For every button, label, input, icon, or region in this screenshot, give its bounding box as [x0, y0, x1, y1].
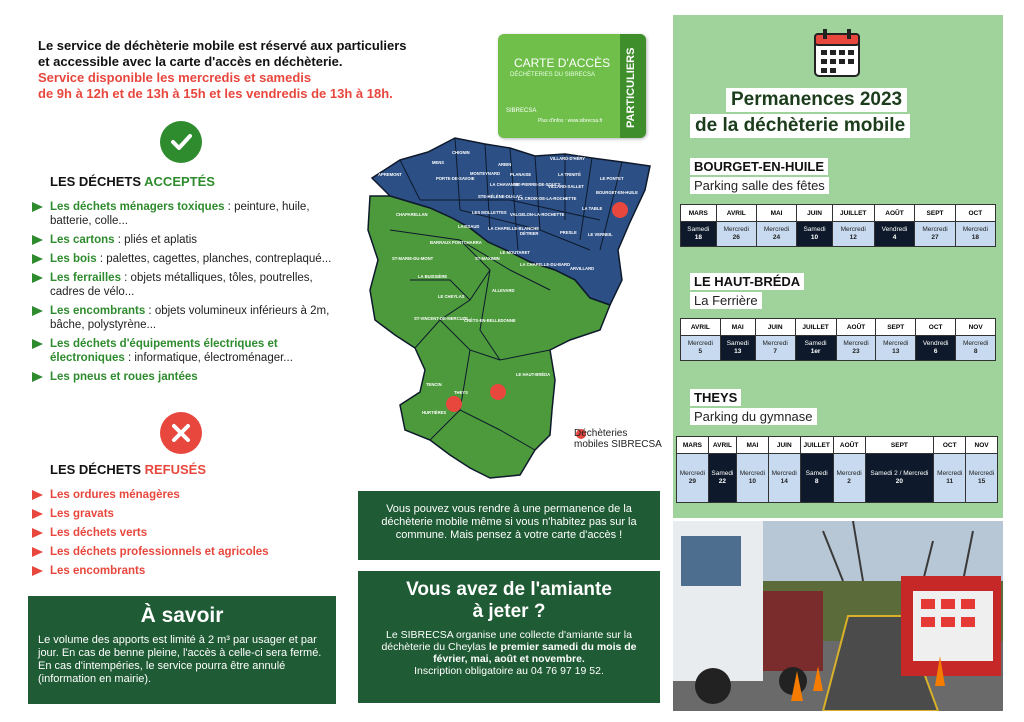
refused-heading: LES DÉCHETS REFUSÉS [50, 462, 207, 477]
svg-text:LA CHAVANNE: LA CHAVANNE [490, 182, 520, 187]
card-band: PARTICULIERS [620, 34, 646, 138]
list-item: Les ordures ménagères [32, 488, 332, 502]
savoir-title: À savoir [140, 604, 224, 627]
intro-text [38, 38, 468, 102]
svg-text:ST-VINCENT-DE-MERCUZE: ST-VINCENT-DE-MERCUZE [414, 316, 468, 321]
svg-text:ST-MAXIMIN: ST-MAXIMIN [475, 256, 500, 261]
site-marker-bourget [612, 202, 628, 218]
svg-text:LAISSAUD: LAISSAUD [458, 224, 480, 229]
svg-text:PORTE-DE-SAVOIE: PORTE-DE-SAVOIE [436, 176, 475, 181]
cross-icon [160, 412, 202, 454]
card-subtitle: DÉCHÈTERIES DU SIBRECSA [510, 72, 596, 78]
intro-line-3: Service disponible les mercredis et samedis [38, 70, 312, 85]
svg-text:LA TABLE: LA TABLE [582, 206, 603, 211]
list-item: Les déchets d'équipements électriques et électroniques : informatique, électroménager... [32, 337, 332, 365]
list-item: Les déchets verts [32, 526, 332, 540]
svg-text:LA BUISSIÈRE: LA BUISSIÈRE [418, 274, 448, 279]
map-legend: Déchèteries mobiles SIBRECSA [574, 428, 662, 450]
schedule-theys: MARS AVRIL MAI JUIN JUILLET AOÛT SEPT OCT NOV Mercredi 29 Samedi 22 Mercredi 10 Mercredi 14 Samedi 8 Mercredi 2 Samedi 2 / Mercredi 20 Mercredi 11 Mercredi 15 [676, 436, 998, 503]
svg-text:VILLARD-D'HÉRY: VILLARD-D'HÉRY [550, 156, 586, 161]
svg-text:LE CHEYLAS: LE CHEYLAS [438, 294, 465, 299]
svg-text:BARRAUX: BARRAUX [430, 240, 451, 245]
card-logo: SIBRECSA [506, 108, 537, 114]
card-info: Plus d'infos : www.sibrecsa.fr [538, 118, 603, 124]
svg-text:ARVILLARD: ARVILLARD [570, 266, 595, 271]
svg-text:ARBIN: ARBIN [498, 162, 512, 167]
permanences-title: Permanences 2023 de la déchèterie mobile [690, 88, 986, 138]
svg-text:STE-HÉLÈNE-DU-LAC: STE-HÉLÈNE-DU-LAC [478, 194, 522, 199]
svg-text:APREMONT: APREMONT [378, 172, 402, 177]
svg-text:VALGELON-LA-ROCHETTE: VALGELON-LA-ROCHETTE [510, 212, 565, 217]
list-item: Les gravats [32, 507, 332, 521]
intro-line-4: de 9h à 12h et de 13h à 15h et les vendredis de 13h à 18h. [38, 86, 393, 101]
svg-text:CRÊTS-EN-BELLEDONNE: CRÊTS-EN-BELLEDONNE [464, 318, 516, 323]
svg-text:LA TRINITÉ: LA TRINITÉ [558, 172, 581, 177]
access-card [498, 34, 646, 138]
site-marker-haut-breda [490, 384, 506, 400]
svg-text:LE PONTET: LE PONTET [600, 176, 624, 181]
amiante-title: Vous avez de l'amiante à jeter ? [406, 579, 612, 622]
svg-text:VILLARD-SALLET: VILLARD-SALLET [548, 184, 584, 189]
accepted-heading: LES DÉCHETS ACCEPTÉS [50, 174, 215, 189]
svg-text:MONTEYNARD: MONTEYNARD [470, 171, 501, 176]
svg-text:ST-PIERRE-DE-SOUCY: ST-PIERRE-DE-SOUCY [515, 182, 561, 187]
svg-text:MENS: MENS [432, 160, 445, 165]
list-item: Les cartons : pliés et aplatis [32, 233, 332, 247]
svg-text:BOURGET-EN-HUILE: BOURGET-EN-HUILE [596, 190, 638, 195]
refused-list [32, 488, 332, 583]
svg-text:LE VERNEIL: LE VERNEIL [588, 232, 613, 237]
svg-text:TENCIN: TENCIN [426, 382, 442, 387]
amiante-box [358, 571, 660, 703]
list-item: Les pneus et roues jantées [32, 370, 332, 384]
svg-text:CHAPARELLAN: CHAPARELLAN [396, 212, 428, 217]
svg-text:CHIGNIN: CHIGNIN [452, 150, 470, 155]
schedule-haut-breda: AVRIL MAI JUIN JUILLET AOÛT SEPT OCT NOV Mercredi 5 Samedi 13 Mercredi 7 Samedi 1er Mercredi 23 Mercredi 13 Vendredi 6 Mercredi 8 [680, 318, 996, 361]
svg-text:LA CHAPELLE-BLANCHE: LA CHAPELLE-BLANCHE [488, 226, 540, 231]
list-item: Les ferrailles : objets métalliques, tôles, poutrelles, cadres de vélo... [32, 271, 332, 299]
svg-text:DÉTRIER: DÉTRIER [520, 231, 539, 236]
list-item: Les déchets professionnels et agricoles [32, 545, 332, 559]
svg-text:LA CROIX-DE-LA-ROCHETTE: LA CROIX-DE-LA-ROCHETTE [518, 196, 577, 201]
amiante-text: Le SIBRECSA organise une collecte d'amiante sur la déchèterie du Cheylas le premier samedi du mois de février, mai, août et novembre. Inscription obligatoire au 04 76 97 19 52. [381, 629, 637, 677]
accepted-list [32, 200, 332, 389]
intro-line-1: Le service de déchèterie mobile est réservé aux particuliers [38, 38, 407, 53]
svg-text:LA CHAPELLE-DU-BARD: LA CHAPELLE-DU-BARD [520, 262, 571, 267]
site-bourget: BOURGET-EN-HUILE Parking salle des fêtes [690, 158, 829, 195]
truck-photo [673, 521, 1003, 711]
svg-text:ALLEVARD: ALLEVARD [492, 288, 515, 293]
site-theys: THEYS Parking du gymnase [690, 389, 817, 426]
check-icon [160, 121, 202, 163]
list-item: Les encombrants : objets volumineux inférieurs à 2m, bâche, polystyrène... [32, 304, 332, 332]
svg-text:THEYS: THEYS [454, 390, 468, 395]
site-marker-theys [446, 396, 462, 412]
calendar-icon [813, 28, 861, 78]
list-item: Les déchets ménagers toxiques : peinture, huile, batterie, colle... [32, 200, 332, 228]
intro-line-2: et accessible avec la carte d'accès en déchèterie. [38, 54, 343, 69]
card-title: CARTE D'ACCÈS [514, 56, 611, 70]
svg-text:ST-MARIE-DU-MONT: ST-MARIE-DU-MONT [392, 256, 434, 261]
svg-text:PONTCHARRA: PONTCHARRA [452, 240, 482, 245]
savoir-text: Le volume des apports est limité à 2 m³ par usager et par jour. En cas de benne pleine, l'accès à celle-ci sera fermé. En cas d'intempéries, le service pourra être annulé (information en mairie). [38, 634, 322, 685]
savoir-box [28, 596, 336, 704]
list-item: Les bois : palettes, cagettes, planches, contreplaqué... [32, 252, 332, 266]
svg-text:LE MOUTARET: LE MOUTARET [500, 250, 530, 255]
svg-text:HURTIÈRES: HURTIÈRES [422, 410, 447, 415]
list-item: Les encombrants [32, 564, 332, 578]
site-haut-breda: LE HAUT-BRÉDA La Ferrière [690, 273, 804, 310]
info-box: Vous pouvez vous rendre à une permanence de la déchèterie mobile même si vous n'habitez pas sur la commune. Mais pensez à votre carte d'accès ! [358, 491, 660, 560]
svg-text:PRESLE: PRESLE [560, 230, 577, 235]
svg-text:LE HAUT-BRÉDA: LE HAUT-BRÉDA [516, 372, 551, 377]
svg-text:LES MOLLETTES: LES MOLLETTES [472, 210, 507, 215]
svg-text:PLANAISE: PLANAISE [510, 172, 532, 177]
schedule-bourget: MARS AVRIL MAI JUIN JUILLET AOÛT SEPT OCT Samedi 18 Mercredi 26 Mercredi 24 Samedi 10 Mercredi 12 Vendredi 4 Mercredi 27 Mercredi 18 [680, 204, 996, 247]
